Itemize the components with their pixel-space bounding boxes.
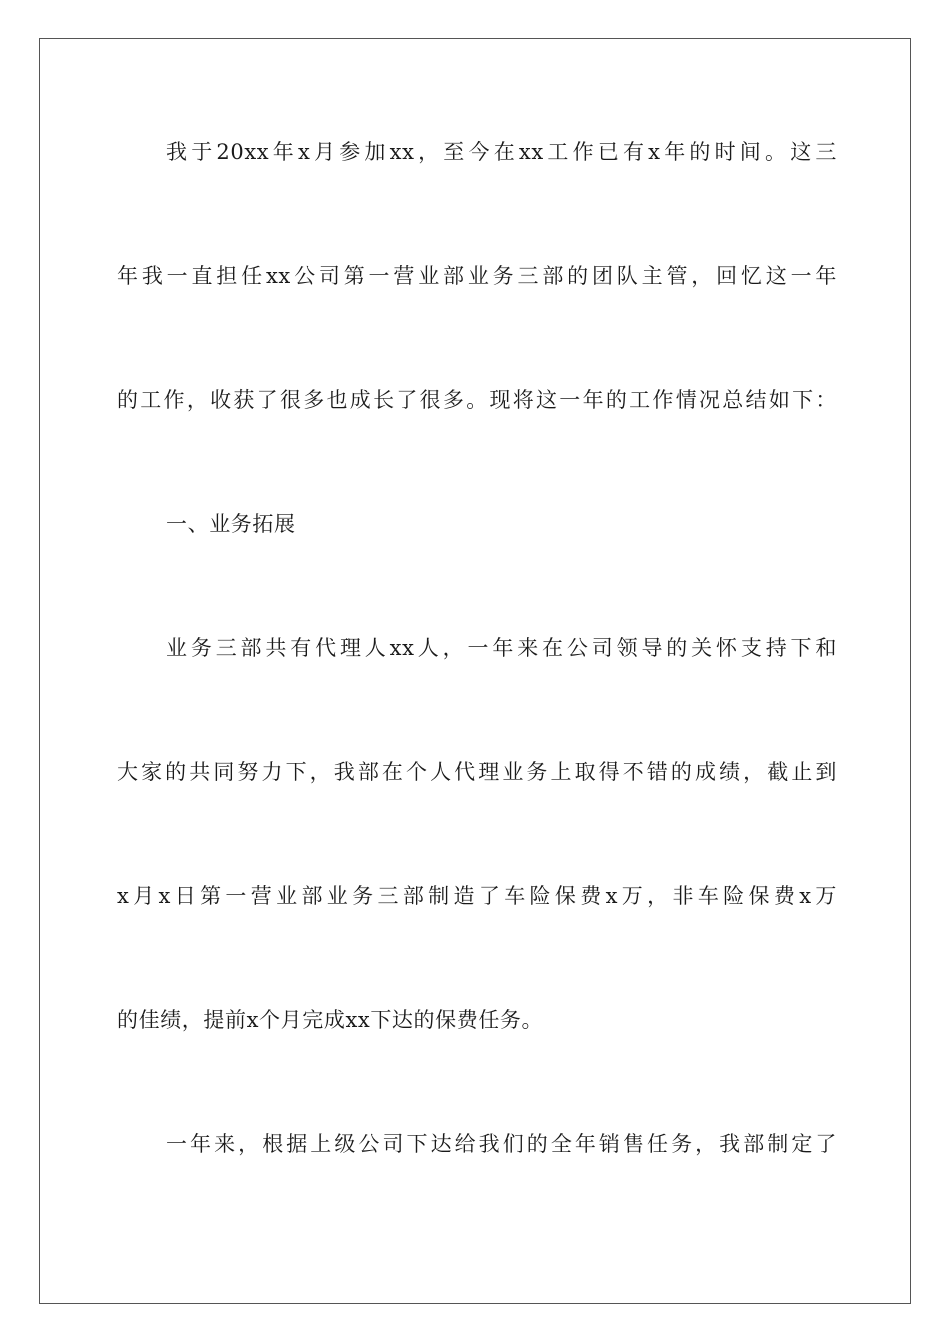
paragraph-1-line-2: 年我一直担任xx公司第一营业部业务三部的团队主管，回忆这一年 (117, 264, 837, 288)
paragraph-2-line-3: x月x日第一营业部业务三部制造了车险保费x万，非车险保费x万 (117, 884, 837, 908)
paragraph-3-line-1: 一年来，根据上级公司下达给我们的全年销售任务，我部制定了 (166, 1132, 837, 1156)
section-heading: 一、业务拓展 (166, 512, 296, 536)
page-border (39, 38, 911, 1304)
paragraph-2-line-1: 业务三部共有代理人xx人，一年来在公司领导的关怀支持下和 (166, 636, 837, 660)
paragraph-2-line-4: 的佳绩，提前x个月完成xx下达的保费任务。 (117, 1008, 544, 1032)
paragraph-2-line-2: 大家的共同努力下，我部在个人代理业务上取得不错的成绩，截止到 (117, 760, 837, 784)
paragraph-1-line-1: 我于20xx年x月参加xx，至今在xx工作已有x年的时间。这三 (166, 140, 837, 164)
paragraph-1-line-3: 的工作，收获了很多也成长了很多。现将这一年的工作情况总结如下： (117, 388, 837, 412)
